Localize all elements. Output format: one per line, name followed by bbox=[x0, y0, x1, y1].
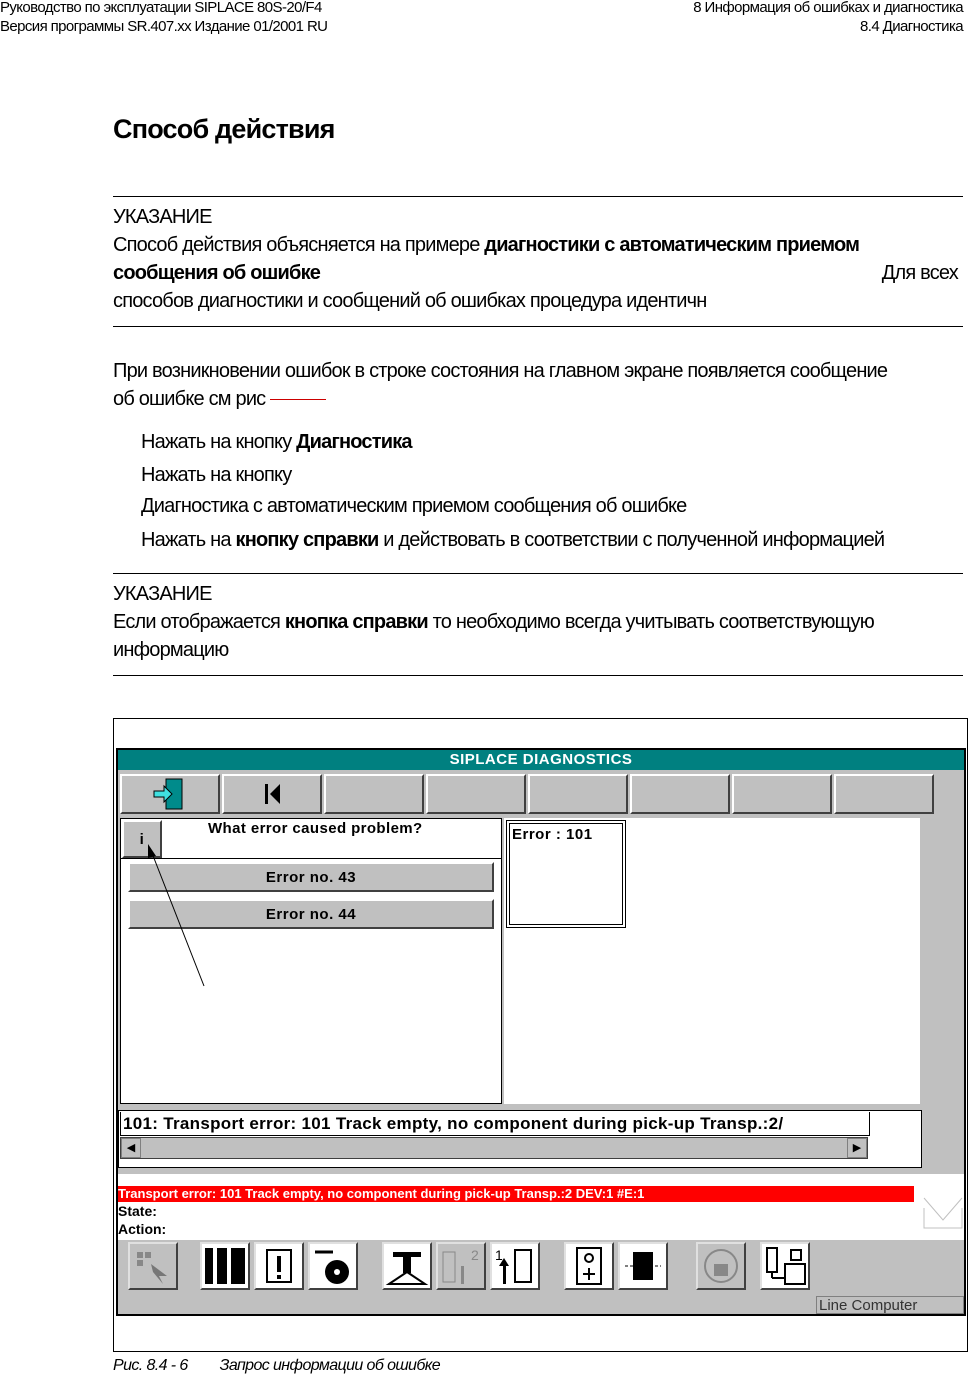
note-text: то необходимо всегда учитывать соответствующую bbox=[427, 611, 874, 633]
toolbar-button-empty[interactable] bbox=[426, 774, 526, 814]
component-button[interactable] bbox=[618, 1242, 668, 1290]
divider bbox=[113, 196, 963, 197]
divider bbox=[113, 326, 963, 327]
chip-icon bbox=[623, 1246, 663, 1286]
cursor-grid-icon bbox=[133, 1246, 173, 1286]
steps bbox=[141, 425, 884, 557]
step-text: и действовать в соответствии с полученной информацией bbox=[378, 529, 885, 551]
page-title: Способ действия bbox=[113, 114, 335, 144]
step-bold: Диагностика bbox=[296, 431, 412, 453]
alarm-button[interactable] bbox=[254, 1242, 304, 1290]
error-code: Error : 101 bbox=[509, 823, 623, 925]
section-title: 8.4 Диагностика bbox=[860, 18, 963, 35]
feeder-list-button[interactable] bbox=[200, 1242, 250, 1290]
step-bold: кнопку справки bbox=[235, 529, 379, 551]
divider bbox=[113, 675, 963, 676]
note-text: Если отображается bbox=[113, 611, 285, 633]
computer-network-icon bbox=[763, 1246, 807, 1286]
scroll-right-icon[interactable]: ▶ bbox=[847, 1138, 867, 1158]
figure-ref-blank bbox=[270, 399, 326, 400]
action-label: Action: bbox=[118, 1221, 167, 1237]
toolbar-button-empty[interactable] bbox=[732, 774, 832, 814]
status-bar-line-computer: Line Computer bbox=[816, 1296, 964, 1314]
exit-button[interactable] bbox=[120, 774, 220, 814]
figure-title: Запрос информации об ошибке bbox=[219, 1357, 441, 1374]
figure-number: Рис. 8.4 - 6 bbox=[113, 1357, 188, 1374]
doc-header-right bbox=[693, 0, 963, 36]
version-info: Версия программы SR.407.xx Издание 01/2001 RU bbox=[0, 18, 328, 35]
nozzle-icon bbox=[385, 1246, 429, 1286]
error-code-box bbox=[506, 820, 626, 928]
reel-icon bbox=[313, 1246, 353, 1286]
toolbar-button-empty[interactable] bbox=[528, 774, 628, 814]
note-label: УКАЗАНИЕ bbox=[113, 206, 212, 228]
note-text: Для всех bbox=[881, 262, 958, 284]
svg-text:2: 2 bbox=[471, 1247, 479, 1263]
note-bold: диагностики с автоматическим приемом bbox=[484, 234, 860, 256]
rotate-button[interactable] bbox=[696, 1242, 746, 1290]
callout-arrow-icon bbox=[144, 842, 206, 988]
reel-button[interactable] bbox=[308, 1242, 358, 1290]
para-text: При возникновении ошибок в строке состояния на главном экране появляется сообщение bbox=[113, 360, 888, 382]
note-text: способов диагностики и сообщений об ошибках процедура идентичн bbox=[113, 290, 707, 312]
line-computer-button[interactable] bbox=[760, 1242, 810, 1290]
error-message: 101: Transport error: 101 Track empty, no component during pick-up Transp.:2/ bbox=[120, 1112, 870, 1136]
para-text: об ошибке см рис bbox=[113, 388, 266, 410]
error-option-button[interactable]: Error no. 44 bbox=[128, 899, 494, 929]
skip-back-icon bbox=[262, 783, 282, 805]
mail-icon[interactable] bbox=[922, 1196, 964, 1230]
first-page-button[interactable] bbox=[222, 774, 322, 814]
select-view-button[interactable] bbox=[128, 1242, 178, 1290]
step-text: Нажать на bbox=[141, 529, 236, 551]
exclamation-icon bbox=[259, 1246, 299, 1286]
chapter-title: 8 Информация об ошибках и диагностика bbox=[693, 0, 963, 16]
state-label: State: bbox=[118, 1203, 157, 1219]
camera-button[interactable] bbox=[564, 1242, 614, 1290]
note-2 bbox=[113, 580, 874, 664]
film-strip-icon bbox=[203, 1246, 247, 1286]
doc-header-left bbox=[0, 0, 327, 36]
note-bold: кнопка справки bbox=[284, 611, 428, 633]
transport-arrow-icon bbox=[439, 1246, 483, 1286]
intro-paragraph bbox=[113, 357, 887, 413]
window-title: SIPLACE DIAGNOSTICS bbox=[118, 750, 964, 770]
question-text: What error caused problem? bbox=[208, 820, 423, 837]
step-text: Нажать на кнопку bbox=[141, 431, 297, 453]
transport-2-button[interactable] bbox=[436, 1242, 486, 1290]
camera-plus-icon bbox=[569, 1246, 609, 1286]
toolbar-button-empty[interactable] bbox=[834, 774, 934, 814]
transport-1-button[interactable] bbox=[490, 1242, 540, 1290]
rotation-icon bbox=[701, 1246, 741, 1286]
placement-head-button[interactable] bbox=[382, 1242, 432, 1290]
error-option-button[interactable]: Error no. 43 bbox=[128, 862, 494, 892]
note-1 bbox=[113, 203, 958, 315]
status-area bbox=[118, 1174, 964, 1240]
toolbar-button-empty[interactable] bbox=[630, 774, 730, 814]
scroll-left-icon[interactable]: ◀ bbox=[121, 1138, 141, 1158]
horizontal-scrollbar[interactable] bbox=[120, 1137, 868, 1159]
manual-title: Руководство по эксплуатации SIPLACE 80S-20/F4 bbox=[0, 0, 322, 16]
note-bold: сообщения об ошибке bbox=[113, 262, 321, 284]
diagnostics-window bbox=[116, 748, 966, 1316]
svg-text:1: 1 bbox=[495, 1247, 503, 1263]
exit-door-icon bbox=[152, 777, 188, 811]
note-label: УКАЗАНИЕ bbox=[113, 583, 212, 605]
step-text: Диагностика с автоматическим приемом сообщения об ошибке bbox=[141, 495, 687, 517]
transport-arrow-icon bbox=[493, 1246, 537, 1286]
toolbar-button-empty[interactable] bbox=[324, 774, 424, 814]
figure-caption bbox=[113, 1357, 440, 1375]
note-text: информацию bbox=[113, 639, 229, 661]
step-text: Нажать на кнопку bbox=[141, 464, 292, 486]
error-status-bar: Transport error: 101 Track empty, no component during pick-up Transp.:2 DEV:1 #E:1 bbox=[118, 1186, 914, 1202]
help-info-button[interactable]: i bbox=[122, 820, 162, 858]
note-text: Способ действия объясняется на примере bbox=[113, 234, 485, 256]
divider bbox=[113, 573, 963, 574]
